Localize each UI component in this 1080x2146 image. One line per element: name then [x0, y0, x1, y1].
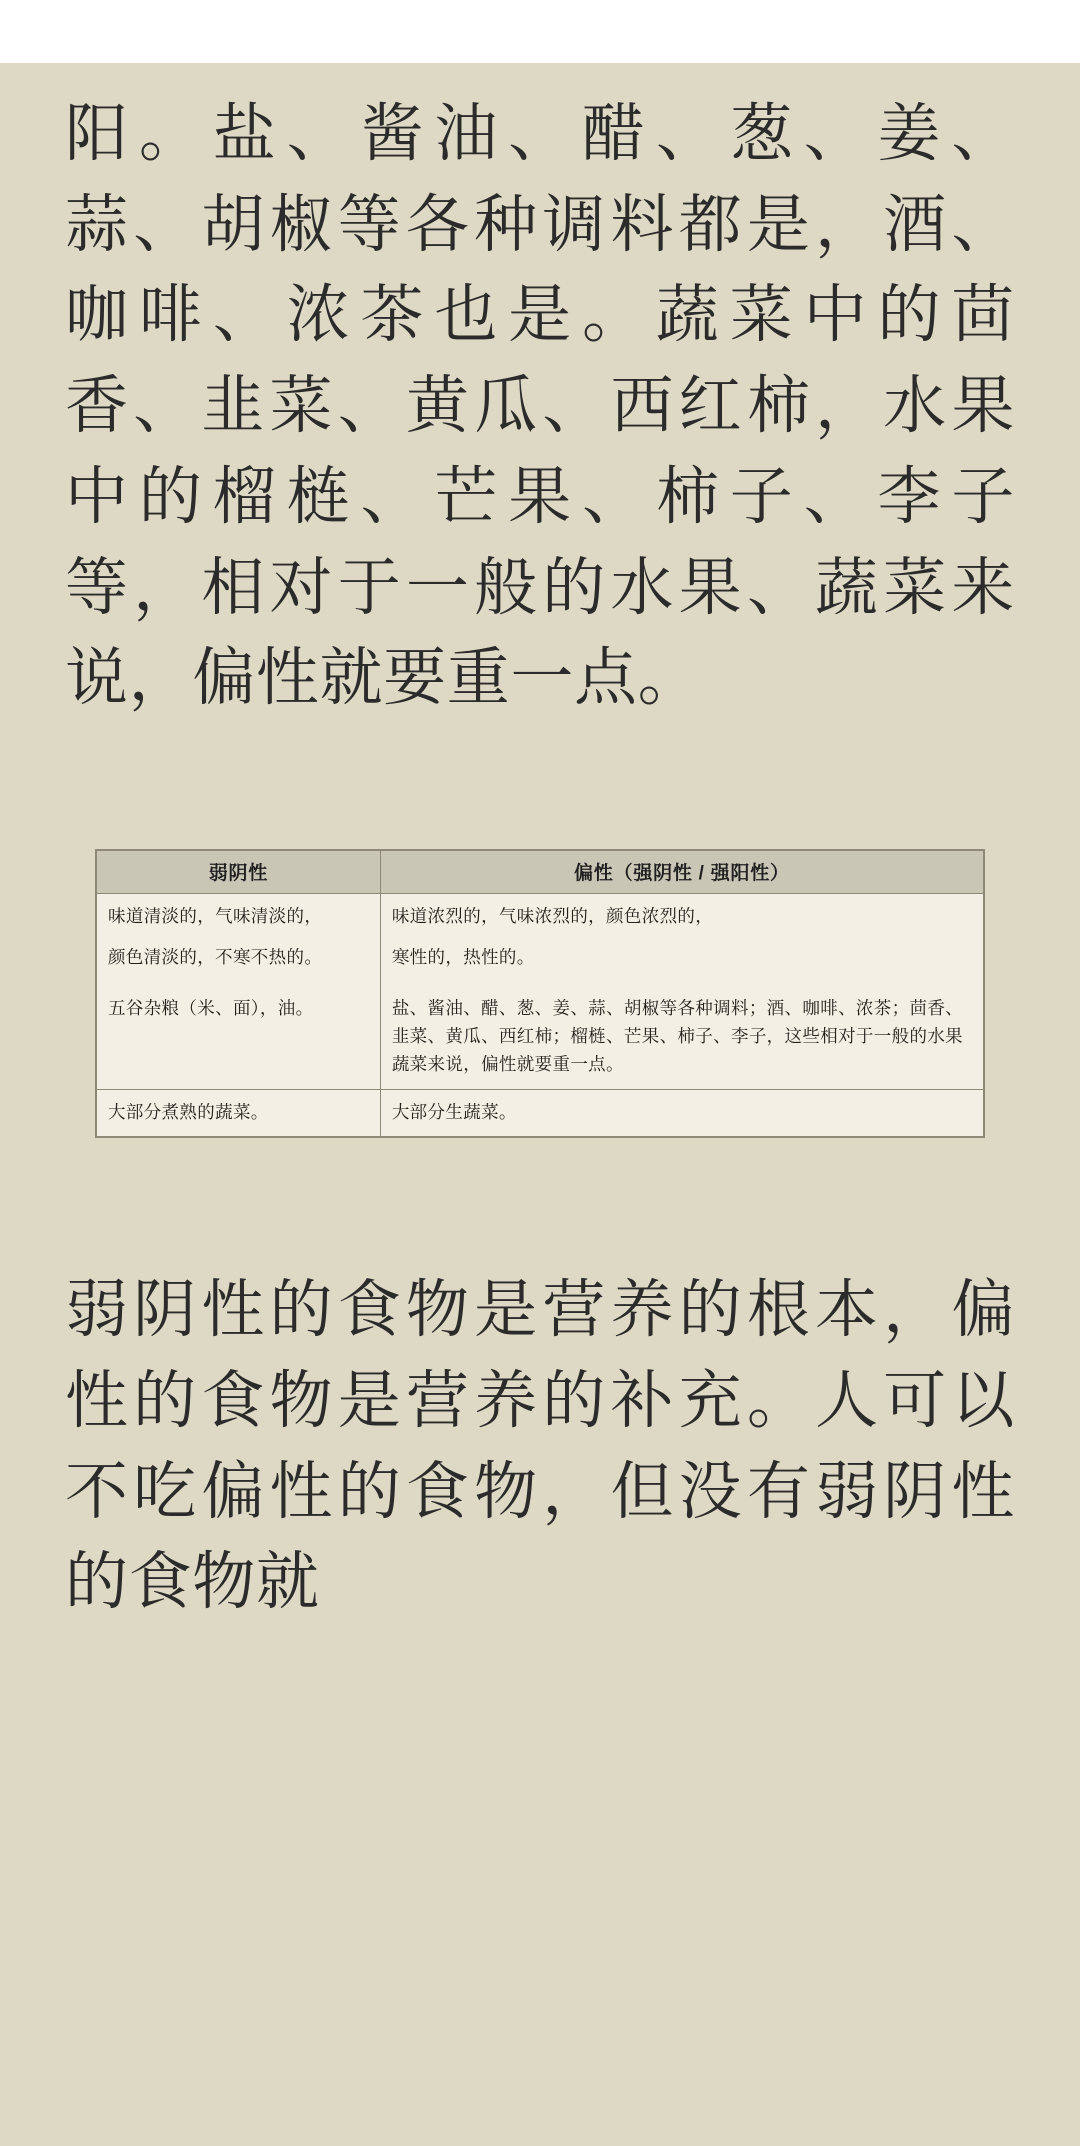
paragraph-above-table: 阳。盐、酱油、醋、葱、姜、蒜、胡椒等各种调料都是，酒、咖啡、浓茶也是。蔬菜中的茴香、韭菜、黄瓜、西红柿，水果中的榴梿、芒果、柿子、李子等，相对于一般的水果、蔬菜来说，偏性就要重一点。 — [65, 99, 1015, 714]
table-cell-bias-main — [380, 894, 983, 1090]
table-header-weak-yin: 弱阴性 — [97, 851, 381, 894]
cell-line: 寒性的，热性的。 — [391, 948, 535, 969]
cell-line: 颜色清淡的，不寒不热的。 — [108, 948, 323, 969]
paragraph-below-table: 弱阴性的食物是营养的根本，偏性的食物是营养的补充。人可以不吃偏性的食物，但没有弱阴性的食物就 — [65, 1275, 1015, 1618]
document-page — [0, 63, 1080, 2146]
table-cell-weak-yin-vegetables — [97, 1089, 381, 1136]
table-header-row — [97, 851, 984, 894]
table-cell-weak-yin-main — [97, 894, 381, 1090]
cell-line: 大部分煮熟的蔬菜。 — [108, 1102, 269, 1123]
table-row — [97, 1089, 984, 1136]
cell-line: 味道浓烈的，气味浓烈的，颜色浓烈的， — [391, 907, 714, 928]
cell-line: 大部分生蔬菜。 — [391, 1102, 517, 1123]
table-row — [97, 894, 984, 1090]
cell-line: 盐、酱油、醋、葱、姜、蒜、胡椒等各种调料；酒、咖啡、浓茶；茴香、韭菜、黄瓜、西红柿；榴梿、芒果、柿子、李子，这些相对于一般的水果蔬菜来说，偏性就要重一点。 — [391, 998, 964, 1076]
table-cell-bias-vegetables — [380, 1089, 983, 1136]
spacer-above-table — [65, 787, 1015, 849]
table-header-bias: 偏性（强阴性 / 强阳性） — [380, 851, 983, 894]
cell-line: 五谷杂粮（米、面），油。 — [108, 998, 314, 1019]
spacer-below-table — [65, 1138, 1015, 1202]
cell-line: 味道清淡的，气味清淡的， — [108, 907, 323, 928]
comparison-table — [95, 849, 985, 1138]
